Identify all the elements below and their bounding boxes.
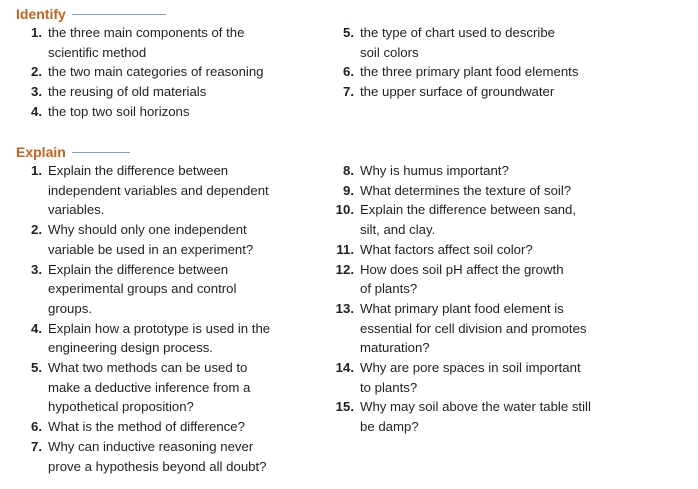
question-text-line: the top two soil horizons [48, 103, 190, 119]
question-text-line: the reusing of old materials [48, 84, 207, 100]
question-item [16, 62, 326, 82]
question-item [328, 299, 648, 358]
question-item [328, 397, 648, 436]
question-text-line: the upper surface of groundwater [360, 84, 555, 100]
question-number: 6. [343, 64, 354, 80]
question-text-line: How does soil pH affect the growth [360, 261, 564, 277]
identify-right-column [328, 23, 648, 102]
question-number: 12. [335, 261, 354, 277]
question-item [16, 102, 326, 122]
question-item [328, 200, 648, 239]
question-text-line: Why may soil above the water table still [360, 399, 591, 415]
explain-heading-rule [72, 152, 130, 153]
question-text [48, 23, 326, 62]
question-text-line: be damp? [360, 419, 419, 435]
question-text-line: maturation? [360, 340, 430, 356]
question-number: 15. [335, 399, 354, 415]
identify-heading-rule [72, 14, 166, 15]
question-text [48, 161, 326, 220]
question-text [360, 82, 648, 102]
question-text-line: What determines the texture of soil? [360, 182, 572, 198]
question-text [360, 62, 648, 82]
question-number: 5. [343, 25, 354, 40]
question-text [48, 220, 326, 259]
question-item [328, 161, 648, 181]
question-number: 3. [31, 84, 42, 100]
question-text-line: Explain the difference between [48, 261, 229, 277]
identify-heading: Identify [16, 4, 166, 24]
question-text [48, 102, 326, 122]
question-number: 2. [31, 222, 42, 238]
question-text-line: What primary plant food element is [360, 300, 564, 316]
question-item [328, 240, 648, 260]
question-item [328, 260, 648, 299]
question-text-line: independent variables and dependent [48, 182, 269, 198]
question-text [360, 23, 648, 62]
question-number: 3. [31, 261, 42, 277]
question-item [328, 62, 648, 82]
question-number: 8. [343, 163, 354, 178]
question-text-line: variable be used in an experiment? [48, 241, 254, 257]
question-text-line: groups. [48, 300, 92, 316]
question-item [16, 417, 326, 437]
question-text-line: What two methods can be used to [48, 360, 248, 376]
question-item [328, 82, 648, 102]
question-item [328, 23, 648, 62]
question-item [16, 260, 326, 319]
question-item [16, 437, 326, 476]
question-text [360, 397, 648, 436]
question-item [328, 358, 648, 397]
question-text [48, 62, 326, 82]
question-text-line: essential for cell division and promotes [360, 320, 587, 336]
question-text-line: What factors affect soil color? [360, 241, 533, 257]
question-number: 9. [343, 182, 354, 198]
question-text-line: soil colors [360, 44, 419, 60]
question-text-line: prove a hypothesis beyond all doubt? [48, 458, 267, 474]
question-text-line: Why is humus important? [360, 163, 509, 178]
question-number: 13. [335, 300, 354, 316]
question-number: 4. [31, 103, 42, 119]
question-text [360, 260, 648, 299]
question-item [16, 358, 326, 417]
question-text-line: the two main categories of reasoning [48, 64, 264, 80]
question-number: 2. [31, 64, 42, 80]
identify-left-column [16, 23, 326, 122]
question-text-line: silt, and clay. [360, 222, 436, 238]
question-text-line: Why can inductive reasoning never [48, 438, 254, 454]
explain-heading: Explain [16, 142, 130, 162]
question-text-line: make a deductive inference from a [48, 379, 251, 395]
question-text-line: the three main components of the [48, 25, 245, 40]
question-text-line: Why should only one independent [48, 222, 247, 238]
question-text-line: engineering design process. [48, 340, 213, 356]
question-item [328, 181, 648, 201]
explain-left-column [16, 161, 326, 476]
question-text-line: What is the method of difference? [48, 419, 245, 435]
question-number: 1. [31, 25, 42, 40]
question-text-line: Explain how a prototype is used in the [48, 320, 271, 336]
question-number: 11. [336, 241, 354, 257]
question-text-line: experimental groups and control [48, 281, 237, 297]
question-text-line: Explain the difference between [48, 163, 229, 178]
question-text [360, 200, 648, 239]
question-text [48, 417, 326, 437]
question-number: 6. [31, 419, 42, 435]
question-text [360, 161, 648, 181]
question-text-line: Why are pore spaces in soil important [360, 360, 581, 376]
question-number: 7. [31, 438, 42, 454]
question-text [360, 358, 648, 397]
question-text [360, 240, 648, 260]
question-number: 10. [335, 202, 354, 218]
question-item [16, 161, 326, 220]
question-text [48, 82, 326, 102]
question-text-line: hypothetical proposition? [48, 399, 194, 415]
question-item [16, 82, 326, 102]
question-text [360, 181, 648, 201]
question-number: 1. [31, 163, 42, 178]
question-text-line: the three primary plant food elements [360, 64, 579, 80]
question-item [16, 220, 326, 259]
question-text [48, 260, 326, 319]
explain-right-column [328, 161, 648, 437]
question-number: 14. [335, 360, 354, 376]
question-text-line: variables. [48, 202, 105, 218]
question-text [48, 319, 326, 358]
question-number: 5. [31, 360, 42, 376]
question-item [16, 319, 326, 358]
question-text-line: Explain the difference between sand, [360, 202, 577, 218]
question-text-line: of plants? [360, 281, 418, 297]
question-text [360, 299, 648, 358]
question-text-line: the type of chart used to describe [360, 25, 555, 40]
question-text [48, 437, 326, 476]
question-item [16, 23, 326, 62]
question-text-line: scientific method [48, 44, 147, 60]
question-text-line: to plants? [360, 379, 418, 395]
question-number: 7. [343, 84, 354, 100]
question-number: 4. [31, 320, 42, 336]
question-text [48, 358, 326, 417]
